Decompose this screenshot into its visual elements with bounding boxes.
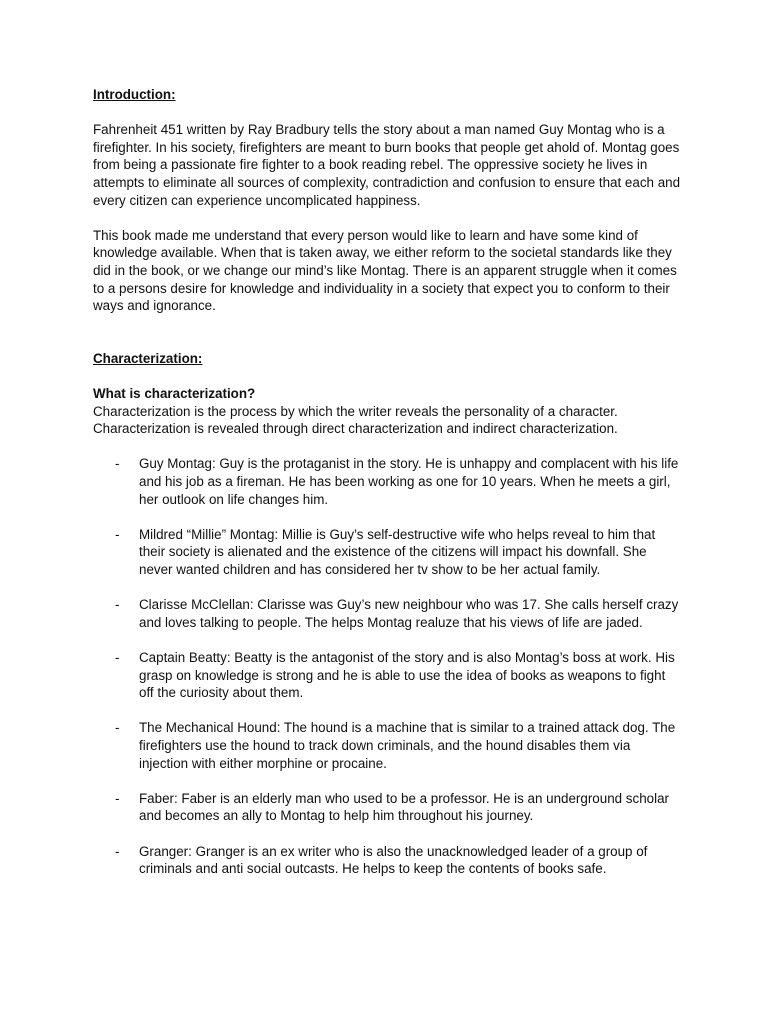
character-text: The Mechanical Hound: The hound is a machine that is similar to a trained attack dog. The firefighters use the hound to track down criminals, and the hound disables them via injection with either morphine or procaine. xyxy=(139,720,676,771)
spacer xyxy=(93,209,683,227)
character-list xyxy=(93,455,683,877)
spacer xyxy=(93,438,683,456)
character-item-mildred-montag xyxy=(93,526,683,579)
list-bullet: - xyxy=(115,843,120,859)
character-item-granger xyxy=(93,843,683,878)
introduction-paragraph-1: Fahrenheit 451 written by Ray Bradbury tells the story about a man named Guy Montag who is a firefighter. In his society, firefighters are meant to burn books that people get ahold of. Montag goes from being a passionate fire fighter to a book reading rebel. The oppressive society he lives in attempts to eliminate all sources of complexity, contradiction and confusion to ensure that each and every citizen can experience uncomplicated happiness. xyxy=(93,122,681,208)
character-item-faber xyxy=(93,790,683,825)
spacer xyxy=(93,368,683,386)
character-text: Guy Montag: Guy is the protaganist in the story. He is unhappy and complacent with his life and his job as a fireman. He has been working as one for 10 years. When he meets a girl, her outlook on life changes him. xyxy=(139,456,679,507)
character-text: Granger: Granger is an ex writer who is also the unacknowledged leader of a group of criminals and anti social outcasts. He helps to keep the contents of books safe. xyxy=(139,843,648,877)
character-item-captain-beatty xyxy=(93,649,683,702)
list-bullet: - xyxy=(115,456,120,472)
introduction-heading: Introduction: xyxy=(93,87,176,102)
list-bullet: - xyxy=(115,526,120,542)
characterization-question: What is characterization? xyxy=(93,386,256,402)
character-item-guy-montag xyxy=(93,455,683,508)
list-bullet: - xyxy=(115,720,120,736)
character-item-mechanical-hound xyxy=(93,719,683,772)
list-bullet: - xyxy=(115,650,120,665)
document-page xyxy=(93,86,683,878)
characterization-heading: Characterization: xyxy=(93,350,203,366)
character-text: Faber: Faber is an elderly man who used to be a professor. He is an underground scholar and becomes an ally to Montag to help him throughout his journey. xyxy=(139,790,669,824)
list-bullet: - xyxy=(115,790,120,806)
introduction-paragraph-2: This book made me understand that every person would like to learn and have some kind of knowledge available. When that is taken away, we either reform to the societal standards like they did in the book, or we change our mind’s like Montag. There is an apparent struggle when it comes to a persons desire for knowledge and individuality in a society that expect you to conform to their ways and ignorance. xyxy=(93,227,677,314)
character-text: Mildred “Millie” Montag: Millie is Guy’s self-destructive wife who helps reveal to him that their society is alienated and the existence of the citizens will impact his downfall. She never wanted children and has considered her tv show to be her actual family. xyxy=(139,526,656,578)
spacer xyxy=(93,104,683,122)
character-item-clarisse-mcclellan xyxy=(93,596,683,631)
character-text: Captain Beatty: Beatty is the antagonist of the story and is also Montag’s boss at work. His grasp on knowledge is strong and he is able to use the idea of books as weapons to fight off the curiosity about them. xyxy=(139,650,675,701)
character-text: Clarisse McClellan: Clarisse was Guy’s new neighbour who was 17. She calls herself crazy and loves talking to people. The helps Montag realuze that his views of life are jaded. xyxy=(139,597,679,630)
characterization-definition: Characterization is the process by which the writer reveals the personality of a character. Characterization is revealed through direct characterization and indirect characterization. xyxy=(93,403,618,437)
list-bullet: - xyxy=(115,597,120,613)
spacer xyxy=(93,315,683,350)
